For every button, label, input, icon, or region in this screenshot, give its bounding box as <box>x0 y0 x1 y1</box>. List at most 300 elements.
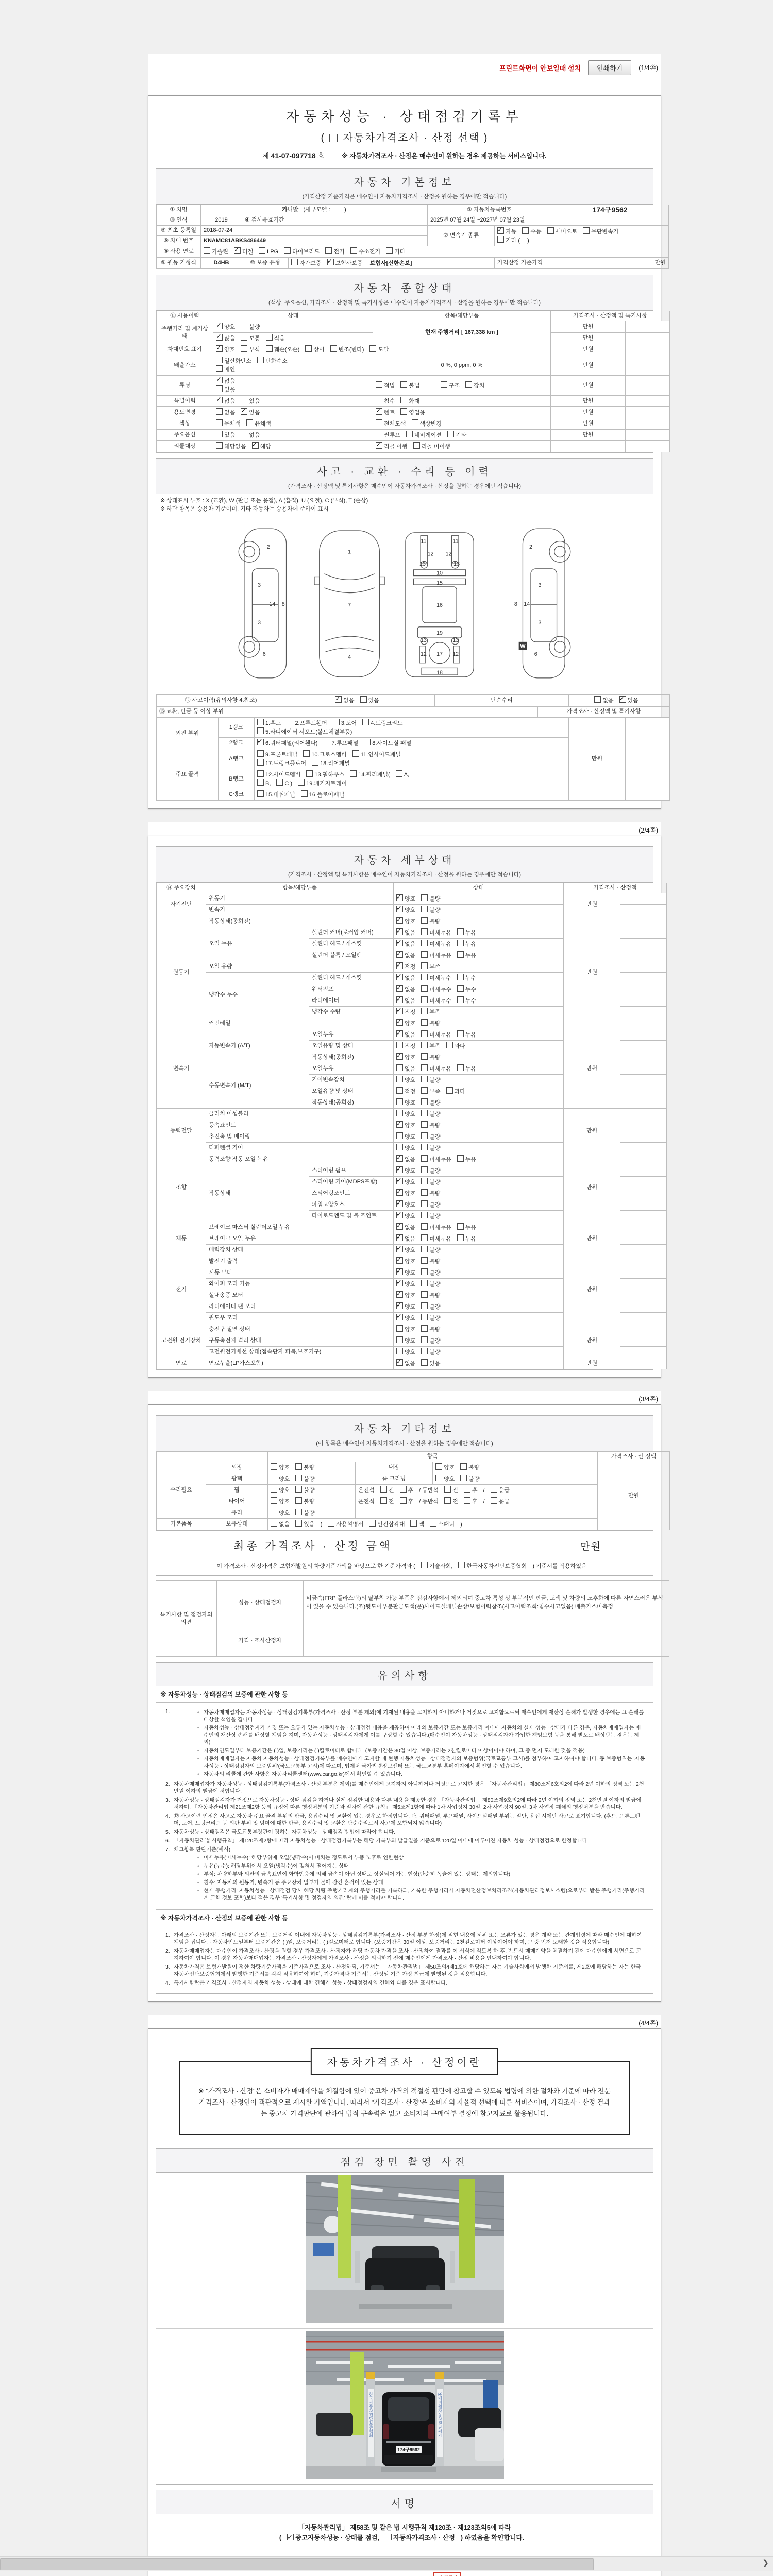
checkbox[interactable] <box>460 1475 467 1481</box>
checkbox[interactable] <box>257 357 264 363</box>
checkbox[interactable] <box>287 2534 294 2540</box>
checkbox[interactable] <box>295 1520 302 1527</box>
checkbox[interactable] <box>435 1475 442 1481</box>
checkbox[interactable] <box>421 1562 428 1568</box>
bullet-marker: ◦ <box>197 1855 199 1861</box>
checkbox[interactable] <box>327 259 334 265</box>
checkbox[interactable] <box>400 381 407 388</box>
checkbox[interactable] <box>271 1497 277 1504</box>
checkbox[interactable] <box>216 357 223 363</box>
checkbox[interactable] <box>457 985 464 992</box>
checkbox[interactable] <box>396 1223 403 1230</box>
checkbox[interactable] <box>216 345 223 352</box>
checkbox[interactable] <box>295 1497 302 1504</box>
inspector-opinion-label: 성능 · 상태점검자 <box>217 1581 304 1625</box>
checkbox[interactable] <box>271 1475 277 1481</box>
checkbox[interactable] <box>216 397 223 403</box>
option-label: 양호 <box>405 1168 416 1174</box>
part-number-11: 11 <box>421 538 427 545</box>
label-fuel: ⑧ 사용 연료 <box>157 246 201 258</box>
checkbox[interactable] <box>421 1087 428 1094</box>
checkbox[interactable] <box>396 951 403 958</box>
checkbox[interactable] <box>216 419 223 426</box>
checkbox[interactable] <box>396 1042 403 1048</box>
part-number-7: 7 <box>348 602 351 608</box>
checkbox[interactable] <box>234 247 241 254</box>
checkbox[interactable] <box>465 381 472 388</box>
checkbox[interactable] <box>216 385 223 392</box>
checkbox[interactable] <box>257 727 264 734</box>
checkbox[interactable] <box>396 1008 403 1014</box>
checkbox[interactable] <box>396 1314 403 1320</box>
checkbox[interactable] <box>396 985 403 992</box>
checkbox[interactable] <box>257 739 264 745</box>
option-label: 불량 <box>429 1111 441 1117</box>
option-label: 양호 <box>405 1259 416 1265</box>
photo-row-1 <box>156 2173 653 2328</box>
checkbox[interactable] <box>369 1520 376 1527</box>
checkbox[interactable] <box>396 1076 403 1082</box>
checkbox[interactable] <box>241 334 247 341</box>
checkbox[interactable] <box>400 397 407 403</box>
checkbox[interactable] <box>421 1302 428 1309</box>
checkbox[interactable] <box>421 1121 428 1128</box>
checkbox[interactable] <box>400 1486 407 1493</box>
model-prefix: (세부모델 : <box>303 207 330 213</box>
checkbox[interactable] <box>335 696 342 703</box>
option-label: 양호 <box>405 907 416 913</box>
checkbox[interactable] <box>447 431 454 437</box>
checkbox[interactable] <box>421 1200 428 1207</box>
checkbox[interactable] <box>305 345 312 352</box>
part-number-6: 6 <box>534 651 537 658</box>
checkbox[interactable] <box>396 1280 403 1286</box>
price-survey-select-checkbox[interactable] <box>329 134 338 142</box>
checkbox[interactable] <box>421 1336 428 1343</box>
checkbox[interactable] <box>430 1520 436 1527</box>
checkbox[interactable] <box>396 1144 403 1150</box>
checkbox[interactable] <box>295 1486 302 1493</box>
checkbox[interactable] <box>376 397 382 403</box>
special-notes-table <box>156 1580 669 1657</box>
checkbox[interactable] <box>330 345 337 352</box>
notes-cell <box>626 376 670 396</box>
caution-bullet <box>197 1748 646 1755</box>
option-label: 누유 <box>465 1032 477 1038</box>
checkbox[interactable] <box>396 1087 403 1094</box>
checkbox[interactable] <box>271 1509 277 1515</box>
checkbox[interactable] <box>396 1178 403 1184</box>
panel-frame-table <box>156 717 670 801</box>
checkbox[interactable] <box>421 894 428 901</box>
checkbox[interactable] <box>298 779 305 786</box>
checkbox[interactable] <box>446 1087 453 1094</box>
checkbox[interactable] <box>446 1042 453 1048</box>
checkbox[interactable] <box>421 962 428 969</box>
value-car-name <box>201 205 428 215</box>
checkbox[interactable] <box>257 790 264 797</box>
item-label: 라디에이터 팬 모터 <box>206 1301 394 1313</box>
checkbox[interactable] <box>421 940 428 946</box>
checkbox[interactable] <box>396 1189 403 1196</box>
state-options <box>394 1063 564 1075</box>
bullet-text: 자동차인도일부터 보증기간은 ( )일, 보증거리는 ( )킬로미터로 합니다. (보증기간은 30일 이상, 보증거리는 2천킬로미터 이상이어야 하며, 그 중 먼저 도래한 것을 적용) <box>204 1748 585 1754</box>
checkbox[interactable] <box>396 1019 403 1026</box>
checkbox[interactable] <box>380 1497 387 1504</box>
checkbox[interactable] <box>333 719 340 725</box>
checkbox[interactable] <box>312 759 318 766</box>
checkbox[interactable] <box>216 334 223 341</box>
checkbox[interactable] <box>421 917 428 924</box>
state-options <box>213 430 373 441</box>
option-label: 양호 <box>405 1270 416 1276</box>
checkbox[interactable] <box>421 1008 428 1014</box>
bullet-marker: ◦ <box>197 1710 199 1716</box>
checkbox[interactable] <box>259 247 265 254</box>
checkbox[interactable] <box>241 345 247 352</box>
checkbox[interactable] <box>421 1348 428 1354</box>
item-label: 클러치 어셈블리 <box>206 1109 394 1120</box>
option-label: 적음 <box>274 335 285 342</box>
checkbox[interactable] <box>257 779 264 786</box>
option-label: 안전삼각대 <box>377 1521 405 1528</box>
bullet-marker: ◦ <box>197 1863 199 1869</box>
option-label: 미세누유 <box>429 1157 451 1163</box>
item-label: 오일 유량 <box>206 961 394 973</box>
checkbox[interactable] <box>421 1076 428 1082</box>
checkbox[interactable] <box>295 1509 302 1515</box>
label-transmission: ⑦ 변속기 종류 <box>428 226 495 246</box>
checkbox[interactable] <box>421 1132 428 1139</box>
checkbox[interactable] <box>396 1121 403 1128</box>
option-label: 불량 <box>429 1327 441 1333</box>
checkbox[interactable] <box>396 1336 403 1343</box>
checkbox[interactable] <box>241 323 247 329</box>
inspection-photo-rear <box>306 2331 504 2479</box>
checkbox[interactable] <box>396 1053 403 1060</box>
part-options <box>373 441 551 452</box>
checkbox[interactable] <box>271 1486 277 1493</box>
checkbox[interactable] <box>216 365 223 372</box>
scrollbar-right-arrow[interactable]: ❯ <box>762 2558 769 2567</box>
checkbox[interactable] <box>386 247 393 254</box>
checkbox[interactable] <box>421 1257 428 1264</box>
checkbox[interactable] <box>350 247 357 254</box>
option-label: 과다 <box>454 1043 465 1049</box>
checkbox[interactable] <box>421 1268 428 1275</box>
table-row <box>157 418 670 430</box>
option-label: 후 <box>472 1487 478 1494</box>
checkbox[interactable] <box>396 1325 403 1332</box>
part-number-4: 4 <box>348 654 351 660</box>
option-label: 양호 <box>405 919 416 925</box>
caution-number: 1. <box>165 1709 170 1715</box>
checkbox[interactable] <box>271 1463 277 1470</box>
checkbox[interactable] <box>421 1325 428 1332</box>
checkbox[interactable] <box>271 1520 277 1527</box>
notes-cell <box>626 418 670 430</box>
checkbox[interactable] <box>457 1234 464 1241</box>
checkbox[interactable] <box>457 1155 464 1162</box>
checkbox[interactable] <box>396 1030 403 1037</box>
checkbox[interactable] <box>276 779 283 786</box>
option-label: 양호 <box>405 1179 416 1185</box>
checkbox[interactable] <box>421 985 428 992</box>
checkbox[interactable] <box>421 906 428 912</box>
checkbox[interactable] <box>396 940 403 946</box>
checkbox[interactable] <box>216 442 223 449</box>
repair-mid-label: 내장 <box>356 1462 433 1473</box>
checkbox[interactable] <box>457 951 464 958</box>
checkbox[interactable] <box>457 1064 464 1071</box>
caution-text <box>174 1948 646 1962</box>
checkbox[interactable] <box>457 1030 464 1037</box>
checkbox[interactable] <box>421 996 428 1003</box>
notes-cell <box>620 1347 667 1358</box>
checkbox[interactable] <box>396 1302 403 1309</box>
checkbox[interactable] <box>594 696 601 703</box>
checkbox[interactable] <box>421 1223 428 1230</box>
checkbox[interactable] <box>396 1110 403 1116</box>
checkbox[interactable] <box>421 1291 428 1298</box>
option-label: 하이브리드 <box>292 249 320 255</box>
reg-number: 174구9562 <box>551 205 669 215</box>
part-number-8: 8 <box>514 601 517 607</box>
option-label: 누유 <box>465 941 477 947</box>
checkbox[interactable] <box>360 696 367 703</box>
mileage-state <box>213 321 373 333</box>
checkbox[interactable] <box>350 770 357 777</box>
checkbox[interactable] <box>400 408 407 415</box>
subitem-label: 실린더 헤드 / 개스킷 <box>309 973 394 984</box>
checkbox[interactable] <box>421 1234 428 1241</box>
checkbox[interactable] <box>376 381 382 388</box>
option-label: 없음 <box>602 698 614 704</box>
part-number-8: 8 <box>281 601 285 607</box>
checkbox[interactable] <box>301 790 308 797</box>
checkbox[interactable] <box>396 996 403 1003</box>
checkbox[interactable] <box>457 1223 464 1230</box>
checkbox[interactable] <box>464 1497 470 1504</box>
checkbox[interactable] <box>396 928 403 935</box>
overall-table-body <box>157 311 670 452</box>
option-label: 불량 <box>429 1179 441 1185</box>
checkbox[interactable] <box>396 1291 403 1298</box>
checkbox[interactable] <box>216 323 223 329</box>
checkbox[interactable] <box>396 1064 403 1071</box>
checkbox[interactable] <box>457 940 464 946</box>
checkbox[interactable] <box>458 1562 465 1568</box>
final-price-section <box>156 1531 653 1576</box>
checkbox[interactable] <box>421 1053 428 1060</box>
checkbox[interactable] <box>352 750 359 757</box>
checkbox[interactable] <box>421 1110 428 1116</box>
option-label: 유채색 <box>254 421 271 427</box>
option-label: 없음 <box>405 1066 416 1072</box>
checkbox[interactable] <box>241 431 247 437</box>
checkbox[interactable] <box>216 431 223 437</box>
notes-cell <box>620 1358 667 1369</box>
checkbox[interactable] <box>396 1257 403 1264</box>
detail-section-header <box>156 847 653 883</box>
checkbox[interactable] <box>396 1166 403 1173</box>
checkbox[interactable] <box>396 1155 403 1162</box>
bullet-text: 미세누유(미세누수): 해당부위에 오일(냉각수)이 비치는 정도로서 부품 노후로 인한현상 <box>204 1855 404 1861</box>
rank-options <box>255 789 569 801</box>
checkbox[interactable] <box>376 419 382 426</box>
checkbox[interactable] <box>291 259 298 265</box>
subitem-label: 스티어링 펌프 <box>309 1165 394 1177</box>
checkbox[interactable] <box>421 974 428 980</box>
checkbox[interactable] <box>457 928 464 935</box>
checkbox[interactable] <box>325 247 332 254</box>
checkbox[interactable] <box>491 1486 497 1493</box>
org-seal-stamp <box>433 2572 461 2576</box>
checkbox[interactable] <box>380 1486 387 1493</box>
horizontal-scrollbar[interactable] <box>0 2556 773 2571</box>
checkbox[interactable] <box>396 1359 403 1366</box>
print-button[interactable]: 인쇄하기 <box>588 60 631 75</box>
checkbox[interactable] <box>257 770 264 777</box>
checkbox[interactable] <box>257 750 264 757</box>
checkbox[interactable] <box>421 1155 428 1162</box>
checkbox[interactable] <box>421 1166 428 1173</box>
checkbox[interactable] <box>396 917 403 924</box>
checkbox[interactable] <box>369 345 376 352</box>
checkbox[interactable] <box>396 906 403 912</box>
checkbox[interactable] <box>362 719 369 725</box>
checkbox[interactable] <box>547 227 554 234</box>
checkbox[interactable] <box>421 1212 428 1218</box>
option-label: 19.패키지트레이 <box>306 781 347 787</box>
checkbox[interactable] <box>444 1497 451 1504</box>
option-label: 매연 <box>224 367 236 373</box>
checkbox[interactable] <box>396 770 402 777</box>
rank-label: 2랭크 <box>219 738 255 749</box>
checkbox[interactable] <box>435 1463 442 1470</box>
doc-no-suffix: 호 <box>317 152 324 160</box>
checkbox[interactable] <box>412 419 418 426</box>
checkbox[interactable] <box>396 1098 403 1105</box>
checkbox[interactable] <box>400 1497 407 1504</box>
caution-text <box>174 1964 646 1978</box>
checkbox[interactable] <box>287 719 293 725</box>
checkbox[interactable] <box>284 247 291 254</box>
inspection-photo-front <box>306 2175 504 2323</box>
checkbox[interactable] <box>421 928 428 935</box>
col-empty <box>157 1452 268 1462</box>
checkbox[interactable] <box>306 770 313 777</box>
checkbox[interactable] <box>295 1475 302 1481</box>
notes-cell <box>620 1143 667 1154</box>
checkbox[interactable] <box>497 227 504 234</box>
basic-section-note: (가격산정 기준가격은 매수인이 자동차가격조사 · 산정을 원하는 경우에만 적습니다) <box>302 194 507 200</box>
checkbox[interactable] <box>396 1200 403 1207</box>
checkbox[interactable] <box>522 227 529 234</box>
checkbox[interactable] <box>266 345 273 352</box>
checkbox[interactable] <box>396 1234 403 1241</box>
checkbox[interactable] <box>295 1463 302 1470</box>
checkbox[interactable] <box>421 1280 428 1286</box>
checkbox[interactable] <box>376 442 382 449</box>
checkbox[interactable] <box>583 227 590 234</box>
checkbox[interactable] <box>216 408 223 415</box>
checkbox[interactable] <box>421 1189 428 1196</box>
checkbox[interactable] <box>464 1486 470 1493</box>
checkbox[interactable] <box>252 442 259 449</box>
checkbox[interactable] <box>421 1064 428 1071</box>
checkbox[interactable] <box>619 696 626 703</box>
checkbox[interactable] <box>396 1132 403 1139</box>
checkbox[interactable] <box>413 442 420 449</box>
checkbox[interactable] <box>241 408 247 415</box>
checkbox[interactable] <box>457 974 464 980</box>
checkbox[interactable] <box>491 1497 497 1504</box>
checkbox[interactable] <box>444 1486 451 1493</box>
checkbox[interactable] <box>257 719 264 725</box>
checkbox[interactable] <box>410 1520 417 1527</box>
legend-codes: ※ 상태표시 부호 : X (교환), W (판금 또는 용접), A (흠집), U (요철), C (부식), T (손상) <box>160 498 368 504</box>
checkbox[interactable] <box>421 1042 428 1048</box>
checkbox[interactable] <box>421 951 428 958</box>
checkbox[interactable] <box>324 739 330 745</box>
checkbox[interactable] <box>396 1348 403 1354</box>
checkbox[interactable] <box>441 381 447 388</box>
checkbox[interactable] <box>421 1178 428 1184</box>
checkbox[interactable] <box>376 408 382 415</box>
option-label: 누유 <box>465 953 477 959</box>
checkbox[interactable] <box>241 397 247 403</box>
checkbox[interactable] <box>385 2534 392 2540</box>
checkbox[interactable] <box>421 1098 428 1105</box>
checkbox[interactable] <box>266 334 273 341</box>
checkbox[interactable] <box>421 1144 428 1150</box>
checkbox[interactable] <box>364 739 371 745</box>
checkbox[interactable] <box>421 1314 428 1320</box>
checkbox[interactable] <box>204 247 210 254</box>
cautions-s1-head: ※ 자동차성능 · 상태점검의 보증에 관한 사항 등 <box>156 1686 653 1703</box>
notes-cell <box>620 1290 667 1301</box>
checkbox[interactable] <box>328 1520 334 1527</box>
checkbox[interactable] <box>421 1246 428 1252</box>
item-label: 와이퍼 모터 기능 <box>206 1279 394 1290</box>
checkbox[interactable] <box>497 236 504 243</box>
checkbox[interactable] <box>303 750 310 757</box>
state-options <box>394 916 564 927</box>
part-number-17: 17 <box>436 651 443 658</box>
checkbox[interactable] <box>257 759 264 766</box>
checkbox[interactable] <box>396 1268 403 1275</box>
option-label: A, <box>404 772 410 778</box>
checkbox[interactable] <box>216 377 223 383</box>
checkbox[interactable] <box>460 1463 467 1470</box>
checkbox[interactable] <box>396 1212 403 1218</box>
checkbox[interactable] <box>396 974 403 980</box>
checkbox[interactable] <box>396 1246 403 1252</box>
price-cell: 만원 <box>551 396 626 407</box>
scrollbar-thumb[interactable] <box>0 2558 594 2570</box>
checkbox[interactable] <box>396 962 403 969</box>
checkbox[interactable] <box>421 1359 428 1366</box>
checkbox[interactable] <box>406 431 413 437</box>
checkbox[interactable] <box>421 1030 428 1037</box>
checkbox[interactable] <box>457 996 464 1003</box>
checkbox[interactable] <box>421 1019 428 1026</box>
checkbox[interactable] <box>376 431 382 437</box>
part-number-3: 3 <box>258 619 261 626</box>
checkbox[interactable] <box>396 894 403 901</box>
checkbox[interactable] <box>246 419 253 426</box>
